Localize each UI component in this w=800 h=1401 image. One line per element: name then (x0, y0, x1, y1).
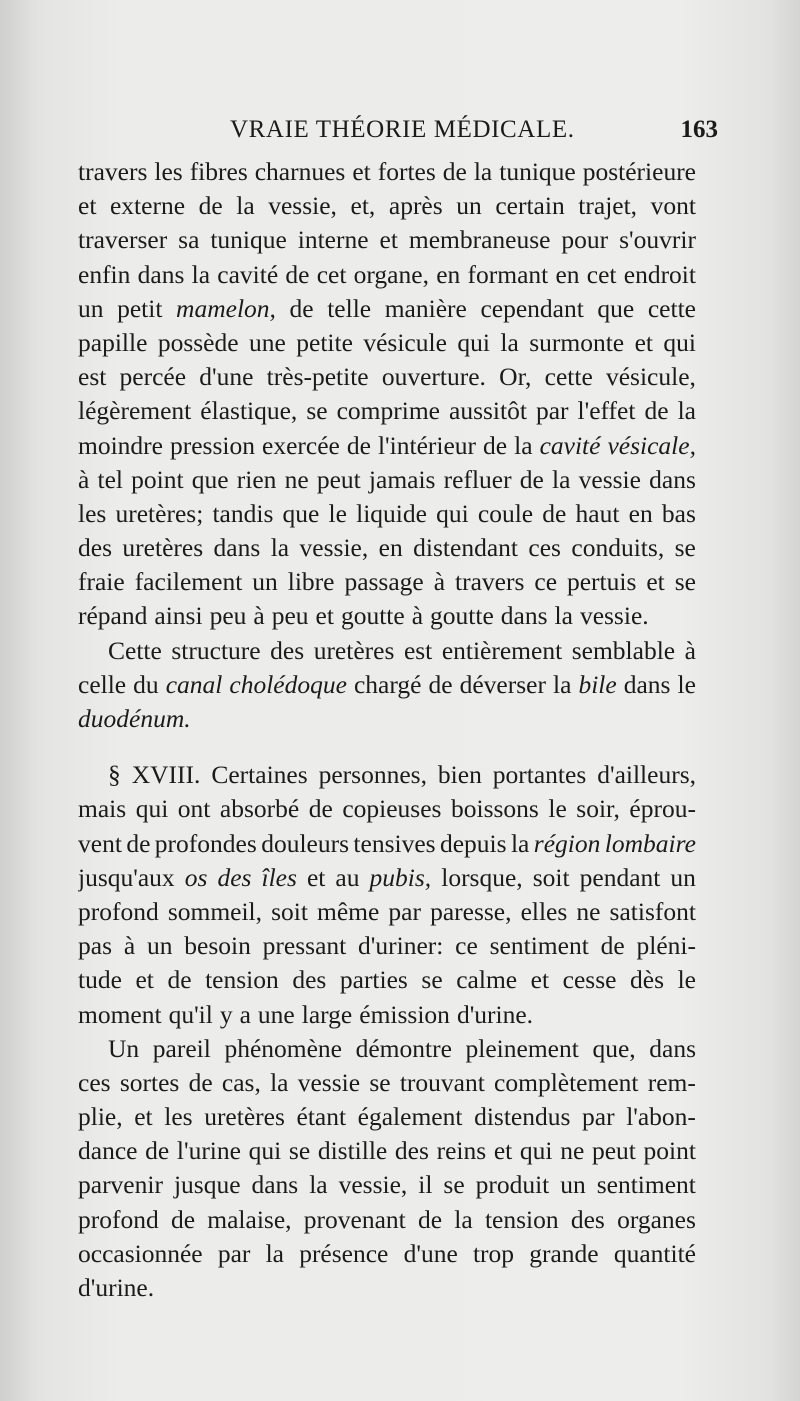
text-line: duodénum. (78, 704, 191, 733)
text-line: celle du canal cholédoque chargé de déverser la bile dans le (78, 669, 696, 699)
text-line: tude et de tension des parties se calme et cesse dès le (78, 965, 696, 995)
text-line: à tel point que rien ne peut jamais refluer de la vessie dans (78, 464, 696, 494)
paragraph (78, 157, 696, 636)
text-line: légèrement élastique, se comprime aussitôt par l'effet de la (78, 396, 696, 426)
running-head (78, 116, 718, 150)
text-line: est percée d'une très-petite ouverture. Or, cette vésicule, (78, 362, 696, 392)
paragraph (78, 1034, 696, 1308)
page-number: 163 (680, 116, 718, 143)
text-line: Un pareil phénomène démontre pleinement que, dans (108, 1033, 696, 1063)
text-line: pas à un besoin pressant d'uriner: ce sentiment de pléni- (78, 931, 696, 961)
paragraph (78, 636, 696, 739)
text-line: des uretères dans la vessie, en distendant ces conduits, se (78, 533, 696, 563)
text-line: jusqu'aux os des îles et au pubis, lorsque, soit pendant un (78, 862, 696, 892)
text-line: fraie facilement un libre passage à travers ce pertuis et se (78, 567, 696, 597)
text-line: et externe de la vessie, et, après un certain trajet, vont (78, 191, 696, 221)
text-line: parvenir jusque dans la vessie, il se produit un sentiment (78, 1170, 696, 1200)
text-line: enfin dans la cavité de cet organe, en formant en cet endroit (78, 259, 696, 289)
text-line: travers les fibres charnues et fortes de la tunique postérieure (78, 157, 696, 186)
text-line: traverser sa tunique interne et membraneuse pour s'ouvrir (78, 225, 696, 255)
text-line: un petit mamelon, de telle manière cependant que cette (78, 293, 696, 323)
body-text (78, 157, 696, 1307)
text-line: les uretères; tandis que le liquide qui coule de haut en bas (78, 498, 696, 528)
text-line: répand ainsi peu à peu et goutte à goutte dans la vessie. (78, 601, 649, 631)
text-line: § XVIII. Certaines personnes, bien portantes d'ailleurs, (108, 760, 696, 790)
text-line: Cette structure des uretères est entièrement semblable à (108, 635, 696, 665)
text-line: moindre pression exercée de l'intérieur de la cavité vésicale, (78, 430, 696, 460)
text-line: d'urine. (78, 1273, 155, 1302)
text-line: vent de profondes douleurs tensives depuis la région lombaire (78, 828, 696, 858)
paragraph (78, 760, 696, 1034)
text-line: dance de l'urine qui se distille des reins et qui ne peut point (78, 1136, 696, 1166)
text-line: profond sommeil, soit même par paresse, elles ne satisfont (78, 896, 696, 926)
text-line: plie, et les uretères étant également distendus par l'abon- (78, 1102, 696, 1132)
text-line: papille possède une petite vésicule qui la surmonte et qui (78, 327, 696, 357)
text-line: moment qu'il y a une large émission d'urine. (78, 999, 534, 1029)
running-title: VRAIE THÉORIE MÉDICALE. (230, 116, 575, 143)
text-line: profond de malaise, provenant de la tension des organes (78, 1204, 696, 1234)
text-line: occasionnée par la présence d'une trop grande quantité (78, 1238, 696, 1268)
text-line: ces sortes de cas, la vessie se trouvant complètement rem- (78, 1067, 696, 1097)
text-line: mais qui ont absorbé de copieuses boissons le soir, éprou- (78, 794, 696, 824)
